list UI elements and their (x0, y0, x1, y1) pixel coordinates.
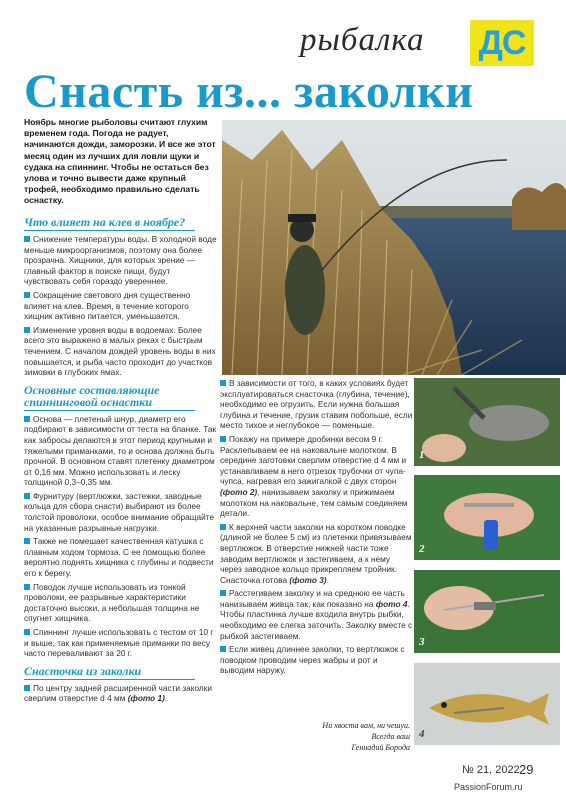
bullet-square (24, 538, 30, 544)
middle-column (220, 378, 413, 679)
clip-step-1: По центру задней расширенной части заколки сверлим отверстие d 4 мм (фото 1). (24, 682, 213, 704)
issue-number: № 21, 2022 (462, 764, 520, 776)
signature-motto: Ни хвоста вам, ни чешуи. (322, 721, 410, 730)
signature-closing: Всегда ваш (371, 732, 410, 741)
step-photo-2 (414, 475, 560, 560)
tackle-item-1: Основа — плетеный шнур, диаметр его подбирают в зависимости от теста на бланке. Так как забросы делаются в этот период крупными и тяжелыми приманками, то и основа должна быть прочной. В основном ставят плетенку диаметром от 0,16 мм. Можно использовать и леску толщиной 0,3–0,35 мм. (24, 413, 217, 488)
bullet-square (24, 685, 30, 691)
section-heading-bite: Что влияет на клев в ноябре? (24, 215, 186, 229)
site-watermark: PassionForum.ru (454, 782, 523, 792)
photo-number: 2 (419, 543, 425, 555)
bullet-square (220, 590, 226, 596)
bullet-square (24, 493, 30, 499)
heading-underline (24, 679, 195, 680)
main-photo (222, 120, 566, 375)
lead-text: Ноябрь многие рыболовы считают глухим временем года. Погода не радует, начинаются дожди, заморозки. И все же этот месяц один из лучших для ловли щуки и судака на спиннинг. Чтобы не остаться без улова и точно вывести даже крупный трофей, необходимо правильно сделать оснастку. (24, 117, 216, 206)
left-column (24, 210, 218, 707)
heading-underline (24, 410, 195, 411)
step-photo-1 (414, 378, 560, 466)
step-photo-4 (414, 663, 560, 745)
magazine-badge (470, 20, 534, 66)
signature-author: Геннадий Борода (351, 743, 410, 752)
article-lead (24, 117, 220, 207)
step-shot: Покажу на примере дробинки весом 9 г. Расклепываем ее на наковальне молотком. В середине заготовки сверлим отверстие d 4 мм и устанавливаем в него отрезок трубочки от чупа-чупса, нагревая его зажигалкой с двух сторон (фото 2), нанизываем заколку и прижимаем молотком на наковальне, тем самым соединяем детали. (220, 433, 408, 519)
bullet-square (220, 380, 226, 386)
bite-factor-2: Сокращение светового дня существенно влияет на клев. Время, в течение которого хищник активно питается, уменьшается. (24, 289, 191, 322)
badge-text: ДС (478, 24, 526, 62)
bullet-square (24, 292, 30, 298)
article-headline: Снасть из... заколки (24, 65, 474, 118)
photo-number: 4 (419, 728, 425, 740)
section-heading-clip: Снасточка из заколки (24, 663, 142, 678)
bite-factor-3: Изменение уровня воды в водоемах. Более всего это выражено в малых реках с быстрым течением. С началом дождей уровень воды в них повышается, и рыба часто проходит до участков зимовки в глубоких ямах. (24, 324, 216, 378)
author-signature (300, 720, 410, 753)
photo-number: 3 (419, 636, 425, 648)
bullet-square (24, 236, 30, 242)
bullet-square (24, 629, 30, 635)
bite-factor-1: Снижение температуры воды. В холодной воде меньше микроорганизмов, поэтому она более прозрачна. Хищники, для которых зрение — главный фактор в поиске пищи, будут чувствовать себя гораздо увереннее. (24, 234, 217, 287)
bullet-square (220, 646, 226, 652)
finished-rig-image (414, 570, 560, 653)
step-weight: В зависимости от того, в каких условиях будет эксплуатироваться снасточка (глубина, течение), необходимо ее огрузить. Если нужна большая глубина и течение, грузик ставим побольше, если место тихое и неглубокое — поменьше. (220, 378, 413, 431)
bullet-square (220, 436, 226, 442)
baitfish-on-clip-image (414, 663, 560, 745)
section-heading-tackle: Основные составляющие спиннинговой оснастки (24, 382, 160, 409)
step-photo-3 (414, 570, 560, 653)
bullet-square (220, 524, 226, 530)
step-leader: Если живец длиннее заколки, то вертлюжок с поводком проводим через жабры и рот и выводим наружу. (220, 644, 405, 676)
tackle-item-5: Спиннинг лучше использовать с тестом от 10 г и выше, так как применяемые приманки по весу часто переваливают за 20 г. (24, 627, 214, 659)
bullet-square (24, 416, 30, 422)
section-title: рыбалка (300, 22, 425, 58)
page-number: 29 (519, 762, 534, 777)
bullet-square (24, 327, 30, 333)
drilling-clip-image (414, 378, 560, 466)
heating-tube-image (414, 475, 560, 560)
tackle-item-2: Фурнитуру (вертлюжки, застежки, заводные кольца для сбора снасти) выбирают из более толстой проволоки, особое внимание обращайте на указанные разрывные нагрузки. (24, 490, 215, 533)
fisherman-reeds-image (222, 120, 566, 375)
photo-number: 1 (419, 449, 425, 461)
bullet-square (24, 584, 30, 590)
heading-underline (24, 230, 195, 231)
tackle-item-4: Поводок лучше использовать из тонкой проволоки, ее разрывные характеристики достаточно высоки, а небольшая толщина не спугнет хищника. (24, 581, 200, 624)
step-swivel: К верхней части заколки на коротком поводке (длиной не более 5 см) из плетенки привязываем вертлюжок. В отверстие нижней части тоже заводим вертлюжок и застегиваем, а к нему через заводное кольцо прикрепляем тройник. Снасточка готова (фото 3). (220, 521, 412, 585)
step-baitfish: Расстегиваем заколку и на среднюю ее часть нанизываем живца так, как показано на фото 4. Чтобы пластинка лучше входила внутрь рыбки, необходимо ее слегка заточить. Заколку вместе с рыбкой застегиваем. (220, 588, 413, 641)
tackle-item-3: Также не помешает качественная катушка с плавным ходом тормоза. С ее помощью более вероятно поднять хищника с глубины и подвести его к берегу. (24, 536, 214, 579)
